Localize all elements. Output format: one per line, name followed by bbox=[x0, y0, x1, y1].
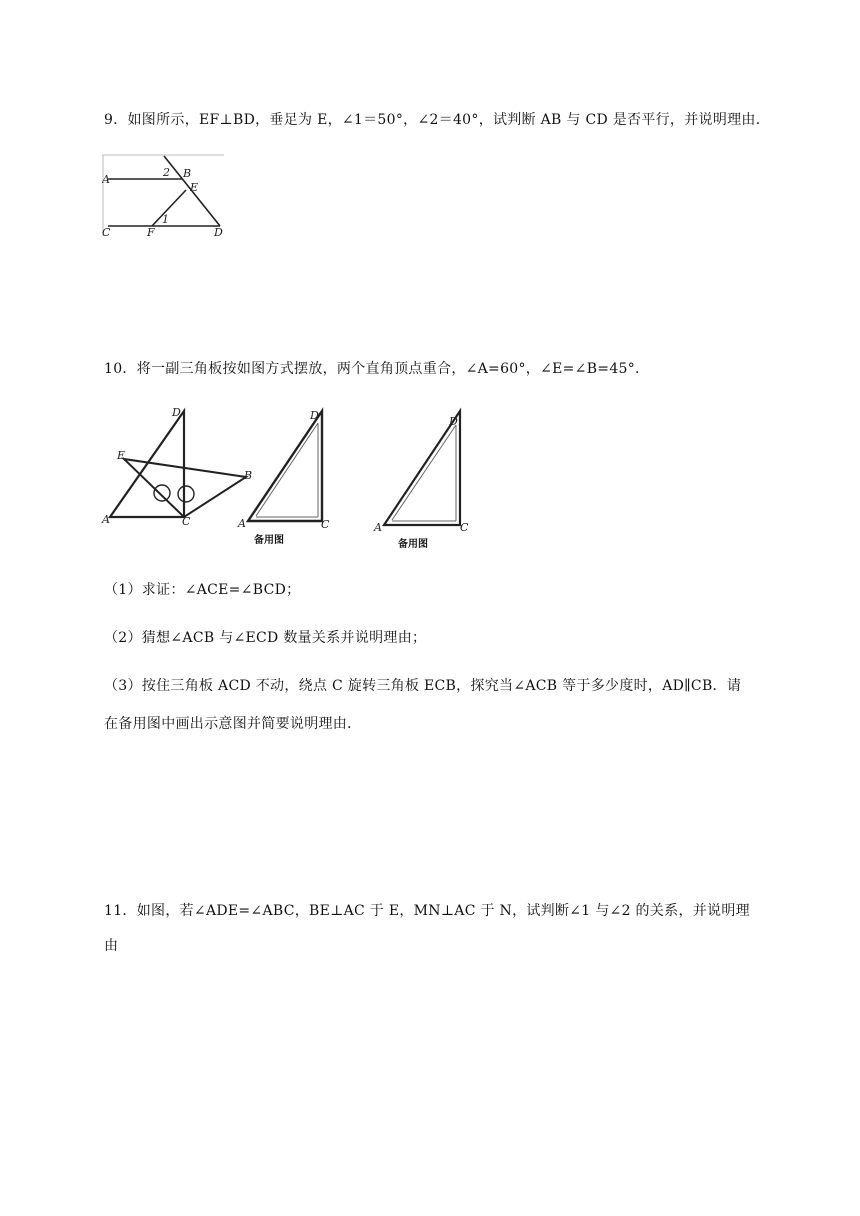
q10-part3-line1: （3）按住三角板 ACD 不动，绕点 C 旋转三角板 ECB，探究当∠ACB 等于多少度时，AD∥CB．请 bbox=[104, 678, 742, 694]
q10-spare2-label-a: A bbox=[374, 521, 382, 534]
q10-text: 10．将一副三角板按如图方式摆放，两个直角顶点重合，∠A=60°，∠E=∠B=45°． bbox=[104, 361, 650, 377]
q9-angle-2: 2 bbox=[163, 166, 170, 179]
q10-main-label-a: A bbox=[102, 513, 110, 526]
q9-figure bbox=[102, 154, 226, 238]
q9-label-b: B bbox=[183, 167, 192, 180]
q10-spare1-caption: 备用图 bbox=[254, 535, 284, 546]
q11-line2: 由 bbox=[104, 938, 119, 954]
q10-main-label-c: C bbox=[182, 515, 191, 528]
q9-text: 9．如图所示，EF⊥BD，垂足为 E，∠1＝50°，∠2＝40°，试判断 AB 与 CD 是否平行，并说明理由． bbox=[104, 112, 771, 128]
q10-spare2-caption: 备用图 bbox=[398, 539, 428, 550]
q10-part2: （2）猜想∠ACB 与∠ECD 数量关系并说明理由； bbox=[104, 630, 427, 646]
q10-spare2-label-d: D bbox=[449, 415, 458, 428]
q10-spare1-label-d: D bbox=[310, 409, 319, 422]
q10-main-label-b: B bbox=[244, 469, 253, 482]
q10-part3-line2: 在备用图中画出示意图并简要说明理由． bbox=[104, 716, 362, 732]
q10-main-label-d: D bbox=[172, 406, 181, 419]
q9-angle-1: 1 bbox=[162, 213, 169, 226]
q10-figure-spare-1 bbox=[236, 405, 336, 551]
q10-spare1-label-a: A bbox=[238, 517, 246, 530]
q9-label-c: C bbox=[102, 226, 111, 238]
q10-spare2-label-c: C bbox=[460, 521, 469, 534]
q10-spare1-label-c: C bbox=[321, 518, 330, 531]
q10-main-label-e: E bbox=[117, 449, 126, 462]
q10-part1: （1）求证：∠ACE=∠BCD； bbox=[104, 582, 301, 598]
q9-label-d: D bbox=[214, 226, 223, 238]
q11-line1: 11．如图，若∠ADE=∠ABC，BE⊥AC 于 E，MN⊥AC 于 N，试判断∠1 与∠2 的关系，并说明理 bbox=[104, 903, 750, 919]
q10-figure-spare-2 bbox=[370, 405, 474, 551]
q9-label-e: E bbox=[190, 181, 199, 194]
q9-label-a: A bbox=[102, 173, 110, 186]
q9-label-f: F bbox=[147, 226, 155, 238]
